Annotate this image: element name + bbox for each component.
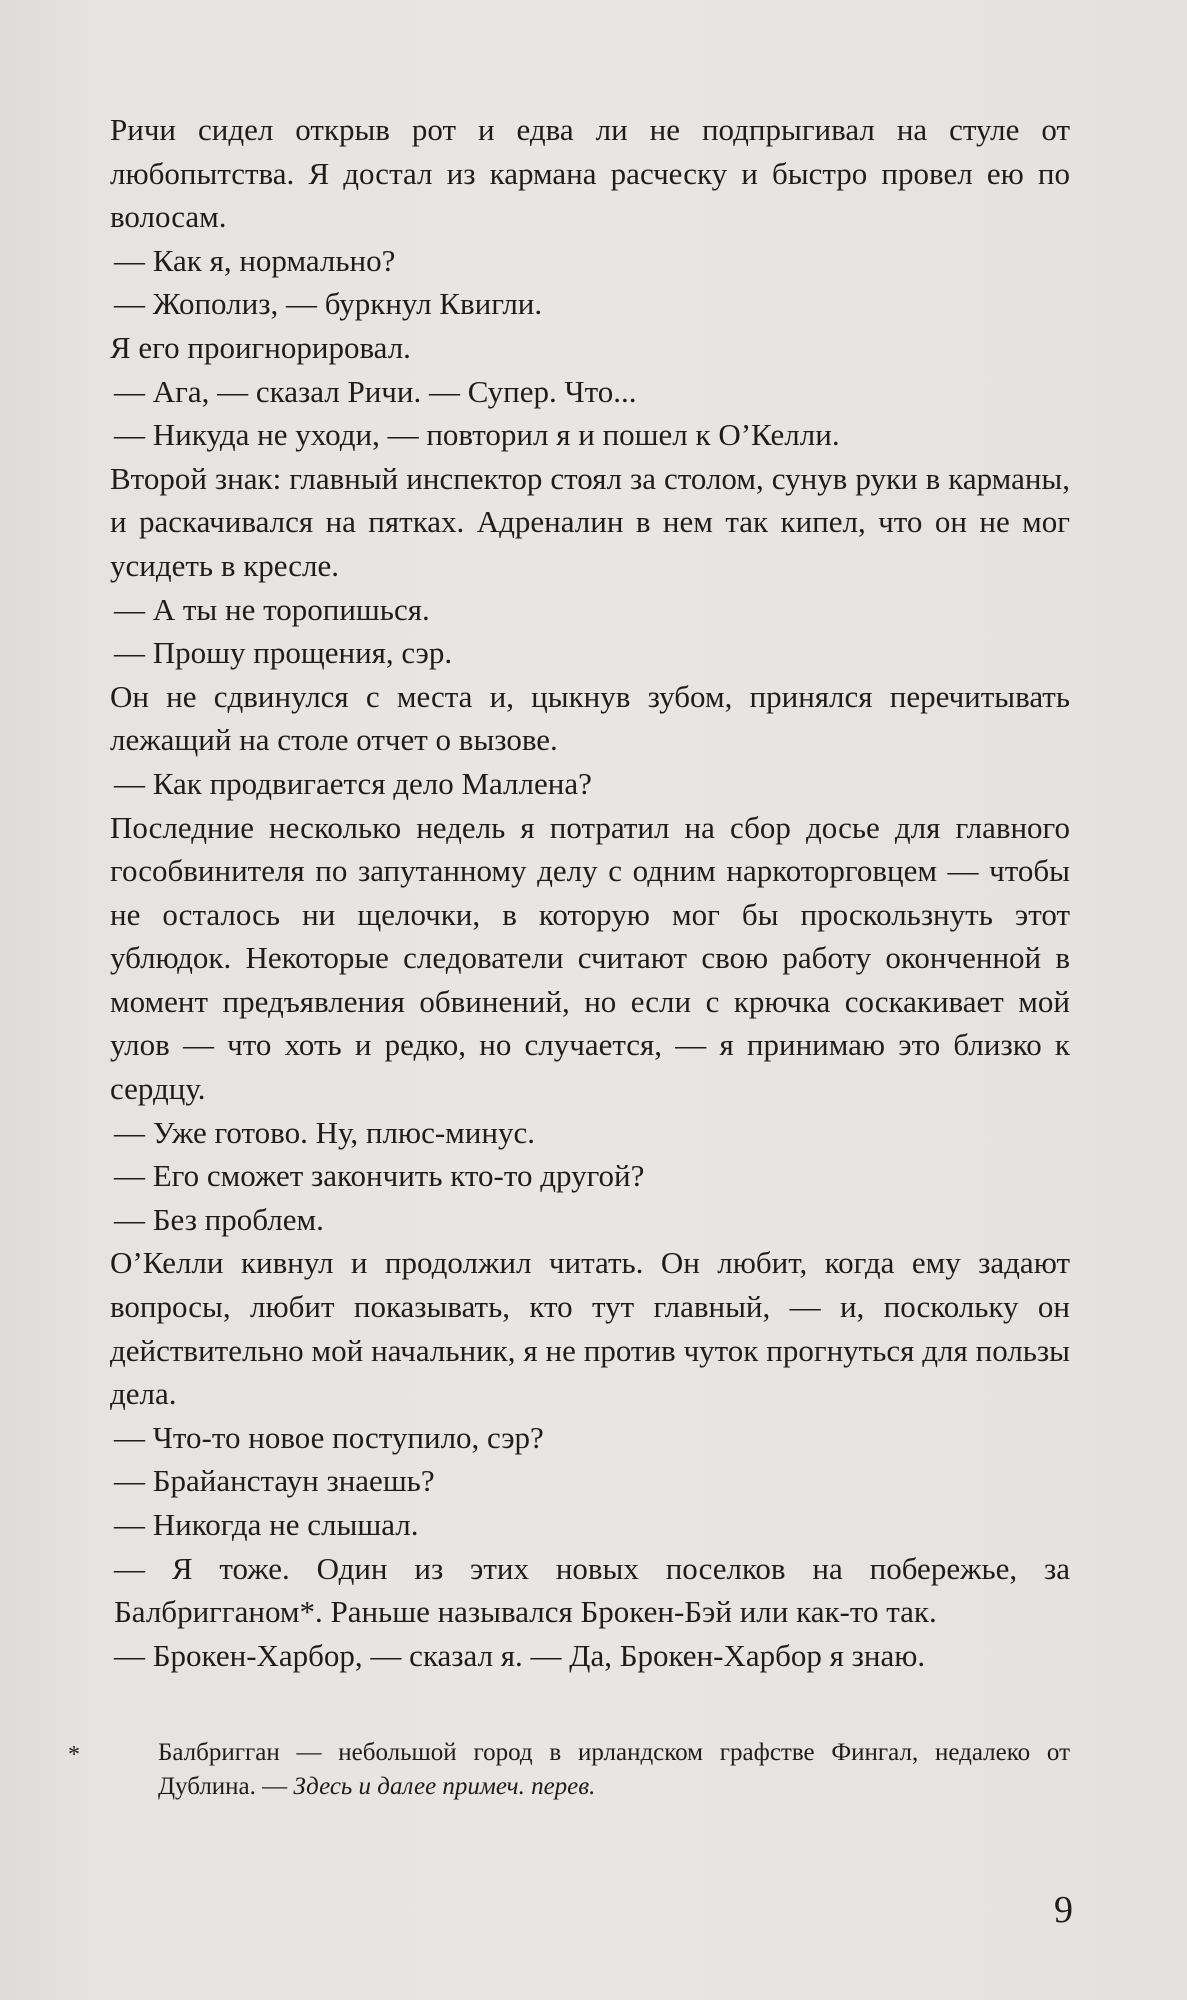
paragraph: Ричи сидел открыв рот и едва ли не подпрыгивал на стуле от любопытства. Я достал из кармана расческу и быстро провел ею по волосам.	[110, 112, 1070, 235]
dialogue-line: — Брайанстаун знаешь?	[114, 1463, 435, 1499]
paragraph: Второй знак: главный инспектор стоял за столом, сунув руки в карманы, и раскачивался на пятках. Адреналин в нем так кипел, что он не мог усидеть в кресле.	[110, 460, 1070, 583]
dialogue-line: — Без проблем.	[114, 1201, 324, 1237]
dialogue-line: — Жополиз, — буркнул Квигли.	[114, 286, 543, 322]
dialogue-line: — Как продвигается дело Маллена?	[114, 765, 592, 801]
footnote-mark: *	[68, 1742, 80, 1768]
dialogue-line: — Как я, нормально?	[114, 242, 396, 278]
footnote-text: Балбригган — небольшой город в ирландском графстве Фингал, недалеко от Дублина. —	[158, 1739, 1070, 1800]
paragraph: Последние несколько недель я потратил на сбор досье для главного гособвинителя по запутанному делу с одним наркоторговцем — чтобы не осталось ни щелочки, в которую мог бы проскользнуть этот ублюдок. Некоторые следователи считают свою работу оконченной в момент предъявления обвинений, но если с крючка соскакивает мой улов — что хоть и редко, но случается, — я принимаю это близко к сердцу.	[110, 809, 1070, 1107]
dialogue-line: — Я тоже. Один из этих новых поселков на побережье, за Балбригганом*. Раньше назывался Брокен-Бэй или как-то так.	[114, 1550, 1070, 1630]
footnote-body	[158, 1736, 1070, 1804]
dialogue-line: — Никуда не уходи, — повторил я и пошел к О’Келли.	[114, 417, 840, 453]
dialogue-line: — Брокен-Харбор, — сказал я. — Да, Брокен-Харбор я знаю.	[114, 1637, 926, 1673]
dialogue-line: — Его сможет закончить кто-то другой?	[114, 1158, 645, 1194]
dialogue-line: — Никогда не слышал.	[114, 1507, 419, 1542]
dialogue-line: — Уже готово. Ну, плюс-минус.	[114, 1114, 535, 1150]
page-number: 9	[1054, 1889, 1073, 1931]
dialogue-line: — А ты не торопишься.	[114, 591, 430, 627]
footnote	[68, 1736, 1070, 1804]
dialogue-line: — Что-то новое поступило, сэр?	[114, 1419, 544, 1455]
dialogue-line: — Прошу прощения, сэр.	[114, 635, 453, 671]
paragraph: О’Келли кивнул и продолжил читать. Он любит, когда ему задают вопросы, любит показывать, кто тут главный, — и, поскольку он действительно мой начальник, я не против чуток прогнуться для пользы дела.	[110, 1245, 1070, 1412]
footnote-note: Здесь и далее примеч. перев.	[293, 1773, 596, 1800]
main-text	[110, 108, 1070, 1677]
paragraph: Он не сдвинулся с места и, цыкнув зубом, принялся перечитывать лежащий на столе отчет о вызове.	[110, 678, 1070, 758]
dialogue-line: — Ага, — сказал Ричи. — Супер. Что...	[114, 373, 637, 409]
paragraph: Я его проигнорировал.	[110, 329, 411, 365]
